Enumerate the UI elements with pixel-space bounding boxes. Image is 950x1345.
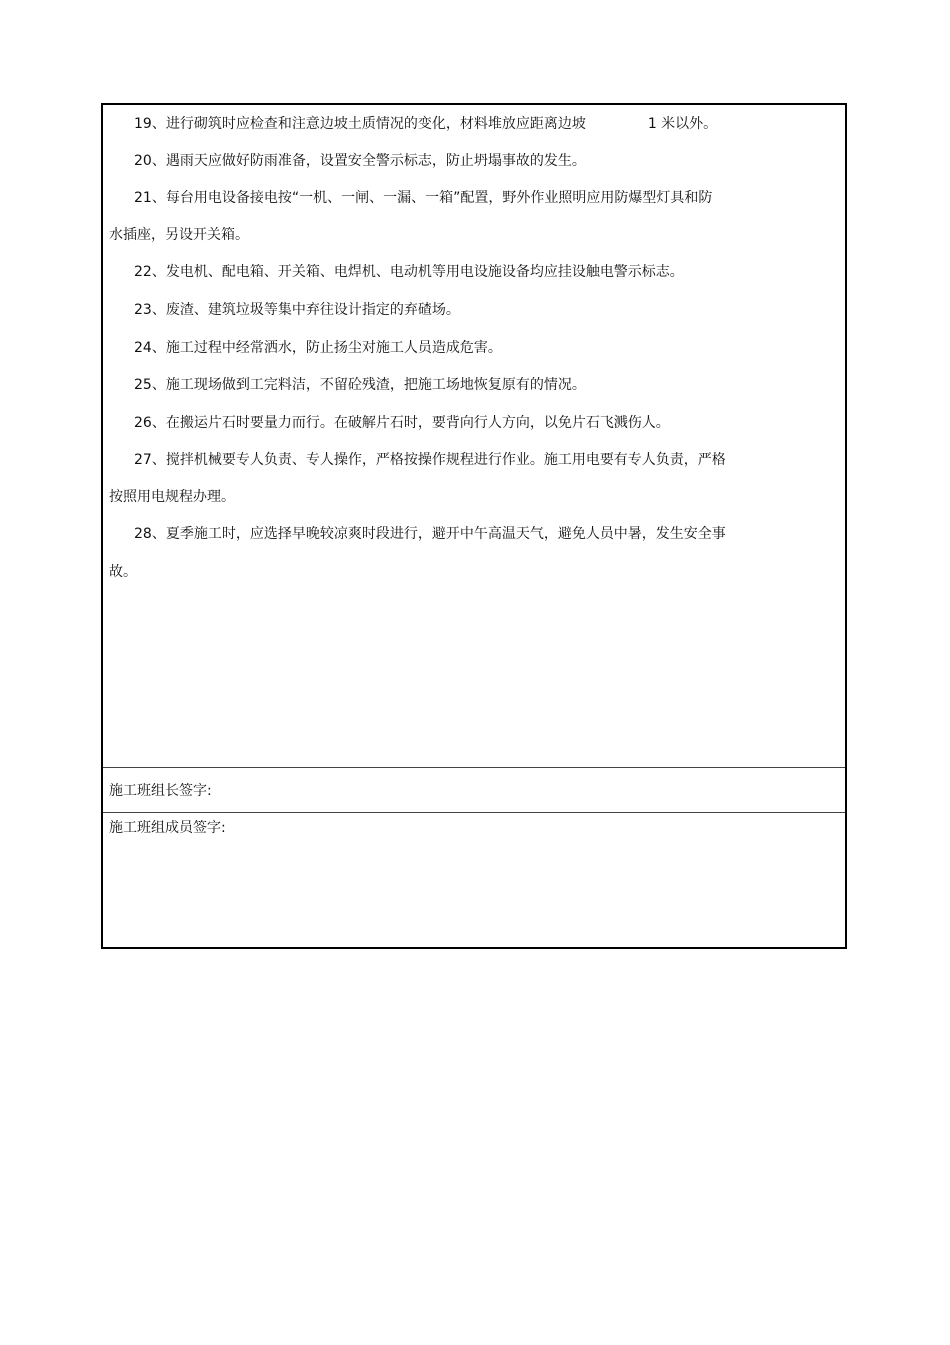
item-26: 26、在搬运片石时要量力而行。在破解片石时，要背向行人方向，以免片石飞溅伤人。: [134, 415, 670, 431]
team-members-signature-label: 施工班组成员签字:: [109, 820, 226, 836]
item-27-continuation: 按照用电规程办理。: [109, 489, 235, 505]
item-22: 22、发电机、配电箱、开关箱、电焊机、电动机等用电设施设备均应挂设触电警示标志。: [134, 264, 684, 280]
row-divider: [103, 767, 845, 768]
item-20: 20、遇雨天应做好防雨准备，设置安全警示标志，防止坍塌事故的发生。: [134, 153, 586, 169]
item-21: 21、每台用电设备接电按“一机、一闸、一漏、一箱”配置，野外作业照明应用防爆型灯具和防: [134, 190, 713, 206]
safety-measures-cell: [103, 105, 845, 767]
item-19-distance: 1 米以外。: [647, 116, 718, 132]
item-23: 23、废渣、建筑垃圾等集中弃往设计指定的弃碴场。: [134, 302, 460, 318]
item-21-continuation: 水插座，另设开关箱。: [109, 227, 249, 243]
team-leader-signature-label: 施工班组长签字:: [109, 783, 212, 799]
item-28: 28、夏季施工时，应选择早晚较凉爽时段进行，避开中午高温天气，避免人员中暑，发生安全事: [134, 526, 726, 542]
item-28-continuation: 故。: [109, 564, 137, 580]
item-27: 27、搅拌机械要专人负责、专人操作，严格按操作规程进行作业。施工用电要有专人负责，严格: [134, 452, 726, 468]
item-24: 24、施工过程中经常洒水，防止扬尘对施工人员造成危害。: [134, 340, 502, 356]
item-25: 25、施工现场做到工完料洁，不留砼残渣，把施工场地恢复原有的情况。: [134, 377, 586, 393]
disclosure-form-table: [101, 103, 847, 949]
item-19: [134, 115, 794, 133]
row-divider: [103, 812, 845, 813]
item-19-text: 19、进行砌筑时应检查和注意边坡土质情况的变化，材料堆放应距离边坡: [134, 116, 586, 132]
